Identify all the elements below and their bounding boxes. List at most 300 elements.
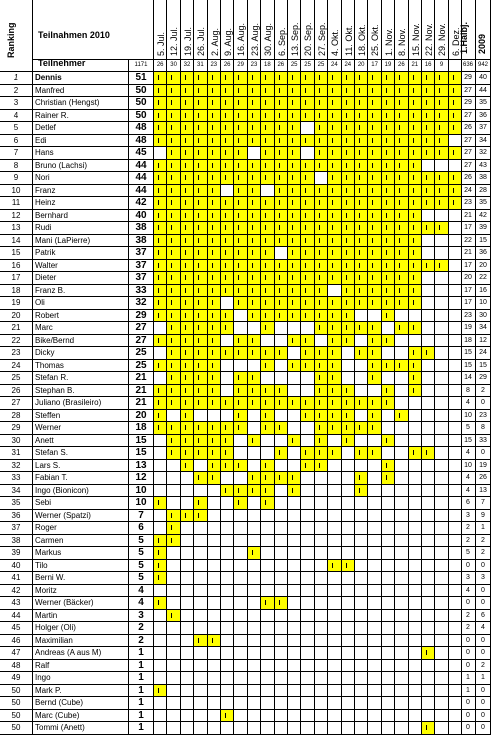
attendance-mark bbox=[194, 110, 207, 123]
attendance-empty bbox=[301, 322, 314, 335]
tick-mark-icon bbox=[158, 538, 159, 543]
tick-mark-icon bbox=[372, 250, 373, 255]
attendance-mark bbox=[301, 335, 314, 348]
participant-name: Rudi bbox=[33, 222, 129, 235]
attendance-mark bbox=[234, 297, 247, 310]
attendance-empty bbox=[288, 510, 301, 523]
attendance-mark bbox=[248, 372, 261, 385]
attendance-mark bbox=[194, 385, 207, 398]
date-label: 27. Sep. bbox=[316, 22, 327, 56]
tick-mark-icon bbox=[305, 175, 306, 180]
attendance-mark bbox=[261, 122, 274, 135]
attendance-mark bbox=[154, 310, 167, 323]
attendance-empty bbox=[328, 672, 341, 685]
attendance-mark bbox=[301, 272, 314, 285]
attendance-mark bbox=[208, 197, 221, 210]
tick-mark-icon bbox=[413, 450, 414, 455]
attendance-mark bbox=[355, 347, 368, 360]
tick-mark-icon bbox=[265, 363, 266, 368]
tick-mark-icon bbox=[158, 88, 159, 93]
attendance-mark bbox=[342, 222, 355, 235]
attendance-mark bbox=[181, 122, 194, 135]
tick-mark-icon bbox=[413, 138, 414, 143]
date-label: 25. Okt. bbox=[370, 24, 381, 56]
tick-mark-icon bbox=[185, 88, 186, 93]
attendance-empty bbox=[194, 572, 207, 585]
participant-total: 20 bbox=[129, 410, 154, 423]
attendance-mark bbox=[368, 297, 381, 310]
tick-mark-icon bbox=[332, 375, 333, 380]
tick-mark-icon bbox=[265, 263, 266, 268]
attendance-mark bbox=[382, 72, 395, 85]
attendance-mark bbox=[194, 260, 207, 273]
attendance-empty bbox=[315, 672, 328, 685]
participant-name: Bernhard bbox=[33, 210, 129, 223]
attendance-mark bbox=[409, 235, 422, 248]
attendance-mark bbox=[382, 272, 395, 285]
attendance-mark bbox=[395, 160, 408, 173]
rank-cell: 43 bbox=[0, 597, 33, 610]
tick-mark-icon bbox=[319, 313, 320, 318]
attendance-mark bbox=[154, 97, 167, 110]
tick-mark-icon bbox=[185, 363, 186, 368]
attendance-empty bbox=[194, 685, 207, 698]
attendance-empty bbox=[395, 535, 408, 548]
attendance-empty bbox=[409, 685, 422, 698]
tick-mark-icon bbox=[305, 188, 306, 193]
tick-mark-icon bbox=[158, 388, 159, 393]
attendance-mark bbox=[248, 260, 261, 273]
tick-mark-icon bbox=[386, 250, 387, 255]
attendance-mark bbox=[368, 447, 381, 460]
attendance-mark bbox=[409, 247, 422, 260]
attendance-mark bbox=[221, 710, 234, 723]
attendance-mark bbox=[342, 285, 355, 298]
tick-mark-icon bbox=[252, 475, 253, 480]
attendance-mark bbox=[382, 122, 395, 135]
tick-mark-icon bbox=[359, 225, 360, 230]
tick-mark-icon bbox=[238, 300, 239, 305]
tick-mark-icon bbox=[158, 300, 159, 305]
tick-mark-icon bbox=[332, 313, 333, 318]
participant-name: Andreas (A aus M) bbox=[33, 647, 129, 660]
attendance-empty bbox=[355, 310, 368, 323]
attendance-empty bbox=[342, 472, 355, 485]
tick-mark-icon bbox=[319, 163, 320, 168]
tick-mark-icon bbox=[305, 113, 306, 118]
attendance-mark bbox=[181, 360, 194, 373]
attendance-empty bbox=[275, 710, 288, 723]
tick-mark-icon bbox=[413, 225, 414, 230]
attendance-empty bbox=[275, 372, 288, 385]
attendance-empty bbox=[261, 547, 274, 560]
attendance-empty bbox=[409, 522, 422, 535]
attendance-mark bbox=[248, 335, 261, 348]
attendance-empty bbox=[167, 472, 180, 485]
attendance-mark bbox=[221, 160, 234, 173]
tick-mark-icon bbox=[265, 138, 266, 143]
tick-mark-icon bbox=[346, 125, 347, 130]
attendance-mark bbox=[301, 222, 314, 235]
tick-mark-icon bbox=[305, 363, 306, 368]
attendance-empty bbox=[382, 635, 395, 648]
attendance-empty bbox=[328, 547, 341, 560]
tick-mark-icon bbox=[319, 150, 320, 155]
tick-mark-icon bbox=[413, 125, 414, 130]
half-year-count: 17 bbox=[461, 260, 476, 273]
attendance-mark bbox=[194, 335, 207, 348]
attendance-mark bbox=[181, 510, 194, 523]
attendance-mark bbox=[368, 85, 381, 98]
attendance-mark bbox=[261, 597, 274, 610]
prev-year-count: 0 bbox=[476, 647, 491, 660]
attendance-mark bbox=[288, 135, 301, 148]
attendance-empty bbox=[261, 372, 274, 385]
attendance-mark bbox=[167, 172, 180, 185]
attendance-empty bbox=[208, 410, 221, 423]
attendance-mark bbox=[167, 522, 180, 535]
attendance-empty bbox=[154, 322, 167, 335]
tick-mark-icon bbox=[413, 75, 414, 80]
tick-mark-icon bbox=[332, 363, 333, 368]
prev-year-count: 7 bbox=[476, 497, 491, 510]
attendance-empty bbox=[275, 622, 288, 635]
tick-mark-icon bbox=[265, 288, 266, 293]
tick-mark-icon bbox=[332, 175, 333, 180]
tick-mark-icon bbox=[292, 288, 293, 293]
tick-mark-icon bbox=[319, 438, 320, 443]
attendance-empty bbox=[395, 597, 408, 610]
participant-name: Heinz bbox=[33, 197, 129, 210]
rank-cell: 50 bbox=[0, 722, 33, 735]
prev-year-count: 42 bbox=[476, 210, 491, 223]
attendance-empty bbox=[288, 710, 301, 723]
prev-year-count: 20 bbox=[476, 260, 491, 273]
attendance-mark bbox=[301, 447, 314, 460]
half-year-count: 0 bbox=[461, 635, 476, 648]
attendance-empty bbox=[395, 585, 408, 598]
attendance-empty bbox=[288, 597, 301, 610]
tick-mark-icon bbox=[332, 188, 333, 193]
attendance-mark bbox=[167, 160, 180, 173]
attendance-empty bbox=[221, 372, 234, 385]
tick-mark-icon bbox=[185, 313, 186, 318]
tick-mark-icon bbox=[399, 275, 400, 280]
attendance-mark bbox=[382, 385, 395, 398]
attendance-mark bbox=[382, 435, 395, 448]
attendance-mark bbox=[208, 360, 221, 373]
tick-mark-icon bbox=[185, 400, 186, 405]
attendance-mark bbox=[194, 85, 207, 98]
attendance-mark bbox=[261, 172, 274, 185]
attendance-mark bbox=[422, 122, 435, 135]
tick-mark-icon bbox=[252, 350, 253, 355]
attendance-mark bbox=[167, 422, 180, 435]
participant-total: 27 bbox=[129, 322, 154, 335]
tick-mark-icon bbox=[185, 238, 186, 243]
attendance-empty bbox=[261, 522, 274, 535]
participant-total: 15 bbox=[129, 435, 154, 448]
participant-total: 4 bbox=[129, 585, 154, 598]
attendance-empty bbox=[208, 547, 221, 560]
attendance-empty bbox=[275, 360, 288, 373]
tick-mark-icon bbox=[332, 225, 333, 230]
date-label: 11. Okt. bbox=[343, 25, 354, 56]
attendance-mark bbox=[194, 422, 207, 435]
attendance-empty bbox=[422, 322, 435, 335]
attendance-mark bbox=[328, 85, 341, 98]
attendance-mark bbox=[234, 260, 247, 273]
attendance-empty bbox=[355, 585, 368, 598]
tick-mark-icon bbox=[426, 450, 427, 455]
attendance-empty bbox=[208, 485, 221, 498]
attendance-empty bbox=[368, 585, 381, 598]
attendance-empty bbox=[382, 672, 395, 685]
tick-mark-icon bbox=[372, 263, 373, 268]
attendance-empty bbox=[208, 622, 221, 635]
tick-mark-icon bbox=[171, 250, 172, 255]
tick-mark-icon bbox=[225, 125, 226, 130]
attendance-mark bbox=[315, 285, 328, 298]
attendance-empty bbox=[301, 610, 314, 623]
tick-mark-icon bbox=[332, 100, 333, 105]
attendance-mark bbox=[328, 372, 341, 385]
participant-name: Dicky bbox=[33, 347, 129, 360]
attendance-empty bbox=[208, 685, 221, 698]
tick-mark-icon bbox=[453, 188, 454, 193]
attendance-empty bbox=[275, 535, 288, 548]
attendance-empty bbox=[342, 610, 355, 623]
half-year-count: 22 bbox=[461, 235, 476, 248]
tick-mark-icon bbox=[198, 288, 199, 293]
tick-mark-icon bbox=[212, 88, 213, 93]
attendance-mark bbox=[288, 310, 301, 323]
attendance-empty bbox=[208, 535, 221, 548]
tick-mark-icon bbox=[252, 275, 253, 280]
attendance-mark bbox=[208, 335, 221, 348]
tick-mark-icon bbox=[426, 650, 427, 655]
tick-mark-icon bbox=[212, 400, 213, 405]
participant-total: 5 bbox=[129, 547, 154, 560]
attendance-empty bbox=[382, 510, 395, 523]
date-total: 21 bbox=[409, 60, 422, 72]
attendance-empty bbox=[221, 585, 234, 598]
attendance-mark bbox=[234, 285, 247, 298]
tick-mark-icon bbox=[279, 163, 280, 168]
participant-name: Walter bbox=[33, 260, 129, 273]
attendance-empty bbox=[422, 472, 435, 485]
attendance-empty bbox=[395, 422, 408, 435]
attendance-mark bbox=[167, 535, 180, 548]
header-block bbox=[0, 0, 33, 72]
rank-cell: 21 bbox=[0, 322, 33, 335]
tick-mark-icon bbox=[305, 238, 306, 243]
tick-mark-icon bbox=[279, 138, 280, 143]
attendance-mark bbox=[382, 260, 395, 273]
attendance-empty bbox=[368, 635, 381, 648]
attendance-mark bbox=[355, 122, 368, 135]
tick-mark-icon bbox=[372, 150, 373, 155]
attendance-mark bbox=[154, 685, 167, 698]
tick-mark-icon bbox=[386, 363, 387, 368]
attendance-mark bbox=[355, 160, 368, 173]
participant-total: 37 bbox=[129, 260, 154, 273]
attendance-empty bbox=[328, 697, 341, 710]
tick-mark-icon bbox=[279, 213, 280, 218]
participant-total: 38 bbox=[129, 235, 154, 248]
tick-mark-icon bbox=[198, 188, 199, 193]
attendance-empty bbox=[422, 660, 435, 673]
attendance-mark bbox=[208, 210, 221, 223]
tick-mark-icon bbox=[171, 288, 172, 293]
attendance-empty bbox=[435, 272, 448, 285]
attendance-empty bbox=[328, 635, 341, 648]
attendance-mark bbox=[221, 447, 234, 460]
participant-total: 44 bbox=[129, 160, 154, 173]
attendance-mark bbox=[261, 347, 274, 360]
attendance-empty bbox=[194, 560, 207, 573]
tick-mark-icon bbox=[292, 263, 293, 268]
attendance-mark bbox=[167, 510, 180, 523]
date-total: 23 bbox=[248, 60, 261, 72]
attendance-mark bbox=[422, 85, 435, 98]
attendance-mark bbox=[301, 460, 314, 473]
tick-mark-icon bbox=[319, 225, 320, 230]
tick-mark-icon bbox=[171, 538, 172, 543]
attendance-empty bbox=[395, 722, 408, 735]
attendance-empty bbox=[221, 547, 234, 560]
tick-mark-icon bbox=[332, 238, 333, 243]
attendance-empty bbox=[261, 585, 274, 598]
rank-cell: 16 bbox=[0, 260, 33, 273]
rank-cell: 49 bbox=[0, 672, 33, 685]
tick-mark-icon bbox=[265, 488, 266, 493]
attendance-mark bbox=[355, 260, 368, 273]
attendance-mark bbox=[248, 247, 261, 260]
attendance-empty bbox=[368, 722, 381, 735]
attendance-empty bbox=[275, 247, 288, 260]
attendance-empty bbox=[234, 647, 247, 660]
tick-mark-icon bbox=[198, 363, 199, 368]
attendance-mark bbox=[208, 447, 221, 460]
tick-mark-icon bbox=[332, 400, 333, 405]
attendance-empty bbox=[208, 572, 221, 585]
half-year-count: 0 bbox=[461, 710, 476, 723]
tick-mark-icon bbox=[372, 325, 373, 330]
tick-mark-icon bbox=[158, 550, 159, 555]
attendance-empty bbox=[382, 710, 395, 723]
attendance-mark bbox=[368, 247, 381, 260]
attendance-mark bbox=[315, 97, 328, 110]
tick-mark-icon bbox=[332, 425, 333, 430]
attendance-empty bbox=[422, 385, 435, 398]
rank-cell: 6 bbox=[0, 135, 33, 148]
attendance-mark bbox=[275, 210, 288, 223]
tick-mark-icon bbox=[198, 88, 199, 93]
tick-mark-icon bbox=[319, 200, 320, 205]
attendance-empty bbox=[234, 322, 247, 335]
attendance-mark bbox=[288, 397, 301, 410]
tick-mark-icon bbox=[198, 75, 199, 80]
attendance-mark bbox=[288, 122, 301, 135]
half-year-count: 29 bbox=[461, 72, 476, 85]
attendance-empty bbox=[261, 572, 274, 585]
tick-mark-icon bbox=[305, 225, 306, 230]
attendance-empty bbox=[248, 722, 261, 735]
tick-mark-icon bbox=[158, 363, 159, 368]
tick-mark-icon bbox=[413, 388, 414, 393]
attendance-empty bbox=[315, 660, 328, 673]
tick-mark-icon bbox=[439, 175, 440, 180]
attendance-empty bbox=[435, 372, 448, 385]
half-year-count: 0 bbox=[461, 660, 476, 673]
rank-cell: 36 bbox=[0, 510, 33, 523]
tick-mark-icon bbox=[185, 263, 186, 268]
tick-mark-icon bbox=[386, 100, 387, 105]
participant-name: Thomas bbox=[33, 360, 129, 373]
attendance-empty bbox=[301, 522, 314, 535]
date-total: 24 bbox=[342, 60, 355, 72]
attendance-empty bbox=[221, 335, 234, 348]
attendance-empty bbox=[234, 510, 247, 523]
tick-mark-icon bbox=[305, 463, 306, 468]
attendance-empty bbox=[368, 472, 381, 485]
attendance-mark bbox=[409, 147, 422, 160]
tick-mark-icon bbox=[439, 100, 440, 105]
attendance-empty bbox=[435, 335, 448, 348]
tick-mark-icon bbox=[439, 150, 440, 155]
attendance-mark bbox=[234, 172, 247, 185]
tick-mark-icon bbox=[372, 138, 373, 143]
attendance-mark bbox=[181, 410, 194, 423]
attendance-empty bbox=[355, 385, 368, 398]
tick-mark-icon bbox=[212, 438, 213, 443]
tick-mark-icon bbox=[346, 75, 347, 80]
attendance-empty bbox=[409, 597, 422, 610]
attendance-empty bbox=[395, 485, 408, 498]
attendance-mark bbox=[194, 72, 207, 85]
prev-year-count: 43 bbox=[476, 160, 491, 173]
attendance-mark bbox=[194, 372, 207, 385]
attendance-mark bbox=[221, 122, 234, 135]
tick-mark-icon bbox=[265, 250, 266, 255]
date-label: 2. Aug. bbox=[209, 27, 220, 56]
attendance-mark bbox=[395, 110, 408, 123]
attendance-mark bbox=[422, 110, 435, 123]
attendance-mark bbox=[355, 235, 368, 248]
tick-mark-icon bbox=[198, 375, 199, 380]
attendance-mark bbox=[154, 235, 167, 248]
attendance-empty bbox=[194, 522, 207, 535]
tick-mark-icon bbox=[305, 200, 306, 205]
attendance-mark bbox=[328, 260, 341, 273]
tick-mark-icon bbox=[359, 275, 360, 280]
attendance-empty bbox=[395, 697, 408, 710]
attendance-mark bbox=[261, 410, 274, 423]
participant-name: Christian (Hengst) bbox=[33, 97, 129, 110]
tick-mark-icon bbox=[158, 313, 159, 318]
attendance-mark bbox=[328, 385, 341, 398]
attendance-mark bbox=[208, 347, 221, 360]
tick-mark-icon bbox=[292, 200, 293, 205]
tick-mark-icon bbox=[185, 188, 186, 193]
rank-cell: 23 bbox=[0, 347, 33, 360]
tick-mark-icon bbox=[439, 225, 440, 230]
attendance-empty bbox=[355, 722, 368, 735]
attendance-mark bbox=[395, 272, 408, 285]
tick-mark-icon bbox=[185, 338, 186, 343]
attendance-empty bbox=[248, 597, 261, 610]
